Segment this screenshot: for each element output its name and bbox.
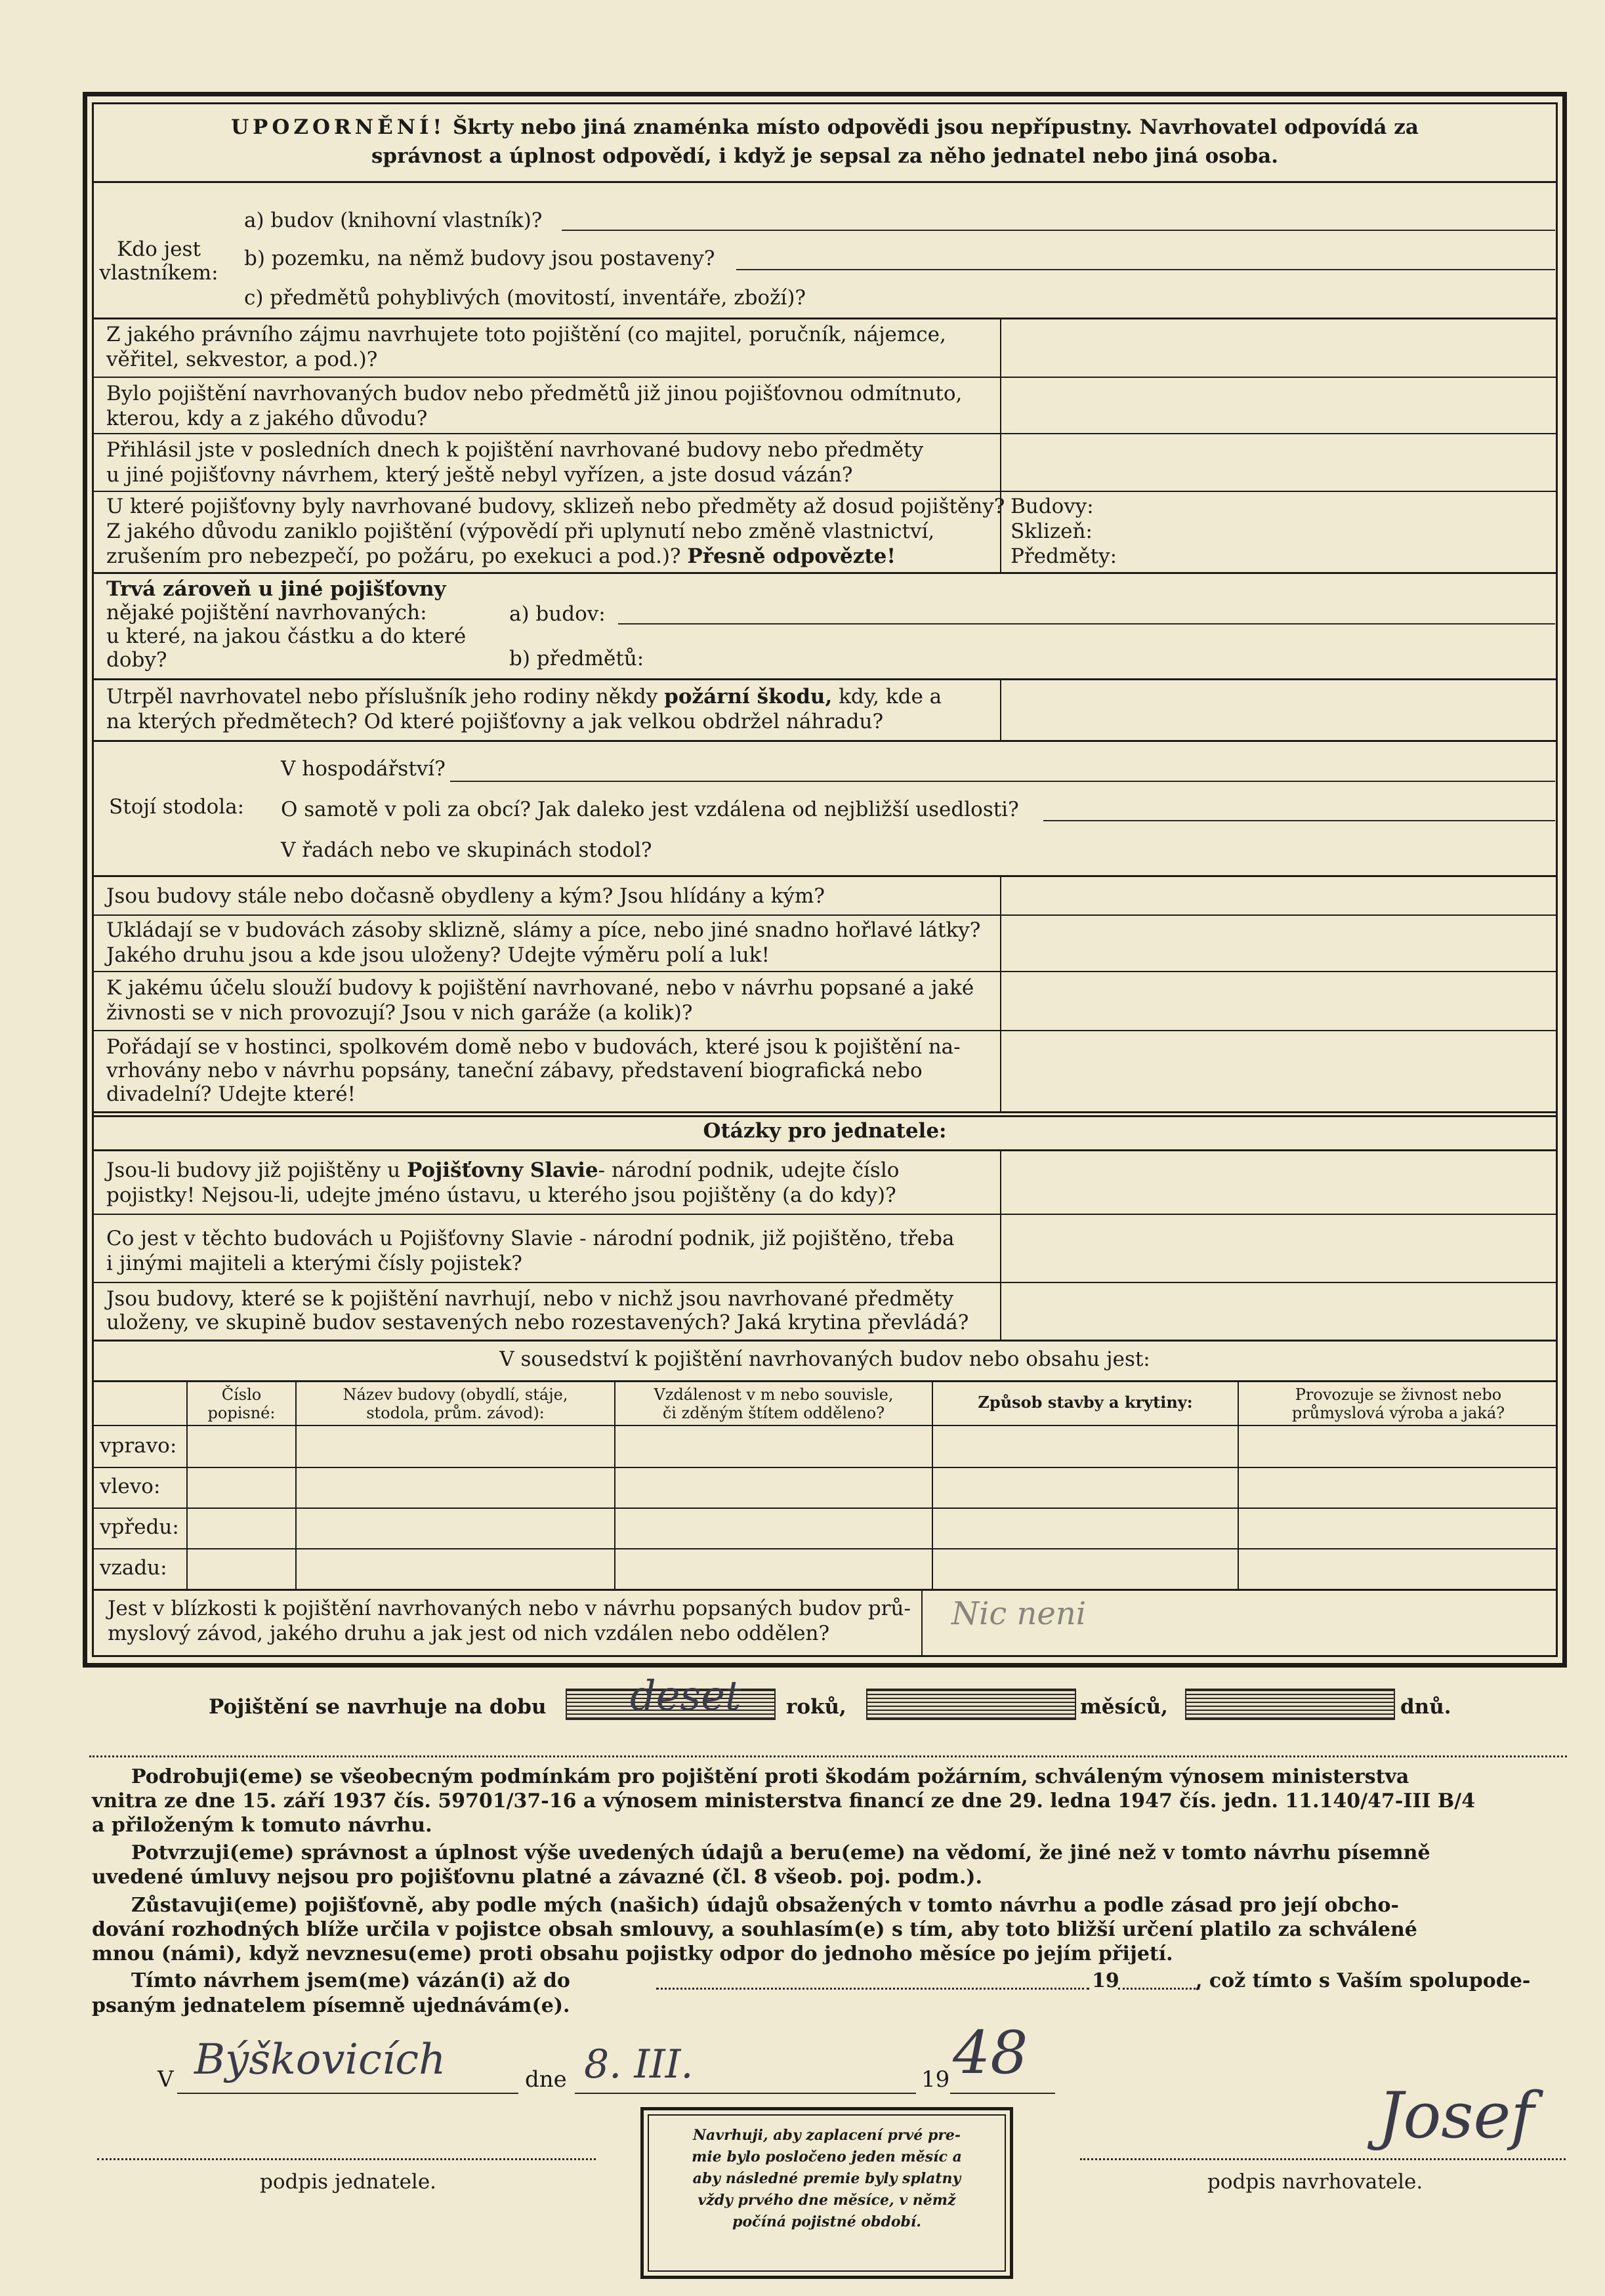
duration-years-handwritten: deset	[630, 1671, 741, 1719]
owner-b-answer-line[interactable]	[736, 269, 1555, 270]
concurrent-items-label: b) předmětů:	[509, 647, 644, 670]
applicant-signature-label: podpis navrhovatele.	[1207, 2170, 1423, 2194]
question-storage-2: Jakého druhu jsou a kde jsou uloženy? Udejte výměru polí a luk!	[106, 943, 770, 967]
question-refused-2: kterou, kdy a z jakého důvodu?	[106, 407, 428, 430]
divider	[92, 491, 1558, 492]
agent-question-insurer-name: Pojišťovny Slavie	[406, 1158, 598, 1182]
premium-deferral-note: Navrhuji, aby zaplacení prvé pre- mie bylo posločeno jeden měsíc a aby následné premie byly splatny vždy prvého dne měsíce, v němž počíná pojistné období.	[648, 2114, 1006, 2272]
neighbors-row-left: vlevo:	[100, 1475, 161, 1498]
agent-question-insured-2: pojistky! Nejsou-li, udejte jméno ústavu, u kterého jsou pojištěny (a do kdy)?	[106, 1183, 896, 1207]
concurrent-buildings-label: a) budov:	[509, 602, 606, 626]
header-text: či zděným štítem odděleno?	[662, 1404, 885, 1422]
question-purpose-1: K jakému účelu slouží budovy k pojištění navrhované, nebo v návrhu popsané a jaké	[106, 976, 974, 1000]
warning-line-2: správnost a úplnost odpovědí, i když je sepsal za něho jednatel nebo jiná osoba.	[371, 144, 1279, 168]
neighbors-row-divider	[92, 1548, 1558, 1549]
answer-column-divider	[1000, 318, 1001, 572]
divider	[92, 971, 1558, 972]
neighbors-header-building	[297, 1385, 614, 1422]
year-field[interactable]	[950, 2093, 1055, 2094]
declaration-conditions-1: Podrobuji(eme) se všeobecným podmínkám pro pojištění proti škodám požárním, schváleným výnosem ministerstva	[131, 1765, 1409, 1788]
question-pending-1: Přihlásil jste v posledních dnech k pojištění navrhované budovy nebo předměty	[106, 438, 924, 462]
question-concurrent-2: nějaké pojištění navrhovaných:	[106, 601, 427, 625]
agent-questions-heading: Otázky pro jednatele:	[703, 1119, 947, 1143]
question-previous-3	[106, 543, 896, 569]
divider	[92, 1214, 1558, 1215]
neighbors-header-bottom	[92, 1425, 1558, 1426]
owner-label-1: Kdo jest	[117, 237, 201, 261]
bound-until-date-field[interactable]	[656, 1988, 1089, 1990]
warning-heading: UPOZORNĚNÍ!	[231, 115, 446, 139]
declaration-conditions-2: vnitra ze dne 15. září 1937 čís. 59701/37-16 a výnosem ministerstva financí ze dne 29. ledna 1947 čís. jedn. 11.140/47-III B/4	[92, 1790, 1476, 1813]
header-text: Vzdálenost v m nebo souvisle,	[654, 1385, 894, 1404]
declaration-bound-until: Tímto návrhem jsem(me) vázán(i) až do	[131, 1969, 570, 1992]
barn-option-farm: V hospodářství?	[281, 757, 446, 781]
divider	[92, 433, 1558, 434]
place-field[interactable]	[177, 2093, 518, 2094]
duration-months-field[interactable]	[866, 1689, 1076, 1720]
question-events-2: vrhovány nebo v návrhu popsány, taneční zábavy, představení biografická nebo	[106, 1059, 923, 1082]
agent-question-other-owners-1: Co jest v těchto budovách u Pojišťovny Slavie - národní podnik, již pojištěno, třeba	[106, 1227, 955, 1250]
agent-question-other-owners-2: i jinými majiteli a kterými čísly pojistek?	[106, 1252, 522, 1275]
question-concurrent-3: u které, na jakou částku a do které	[106, 625, 467, 648]
neighbors-header-industry	[1239, 1385, 1558, 1422]
declaration-bound-continuation: , což tímto s Vaším spolupode-	[1196, 1969, 1531, 1992]
divider	[92, 318, 1558, 319]
declaration-determination-3: mnou (námi), když nevznesu(eme) proti obsahu pojistky odpor do jednoho měsíce po jejím přijetí.	[92, 1942, 1173, 1965]
divider	[92, 914, 1558, 916]
divider	[92, 1030, 1558, 1031]
concurrent-buildings-answer-line[interactable]	[618, 623, 1555, 625]
agent-question-insured-1a: Jsou-li budovy již pojištěny u	[106, 1158, 401, 1182]
barn-farm-answer-line[interactable]	[450, 781, 1555, 782]
answer-column-divider	[1000, 678, 1001, 740]
answer-column-divider	[1000, 1149, 1001, 1340]
neighbors-row-right: vpravo:	[100, 1434, 177, 1458]
dotted-separator	[89, 1755, 1567, 1757]
question-occupied: Jsou budovy stále nebo dočasně obydleny a kým? Jsou hlídány a kým?	[106, 884, 825, 908]
year-prefix: 19	[921, 2066, 950, 2093]
duration-years-label: roků,	[786, 1695, 846, 1719]
owner-c: c) předmětů pohyblivých (movitostí, inventáře, zboží)?	[244, 286, 806, 310]
question-fire-damage-1a: Utrpěl navrhovatel nebo příslušník jeho rodiny někdy	[106, 685, 658, 708]
declaration-determination-1: Zůstavuji(eme) pojišťovně, aby podle mých (našich) údajů obsažených v tomto návrhu a podle zásad pro její obcho-	[131, 1894, 1399, 1917]
question-industry-nearby-2: myslový závod, jakého druhu a jak jest od nich vzdálen nebo oddělen?	[108, 1622, 830, 1645]
owner-label	[93, 237, 224, 285]
neighbors-header-distance	[615, 1385, 932, 1422]
owner-b: b) pozemku, na němž budovy jsou postaveny?	[244, 247, 715, 270]
header-text: Název budovy (obydlí, stáje,	[343, 1385, 568, 1404]
warning-text-1: Škrty nebo jiná znaménka místo odpovědi jsou nepřípustny. Navrhovatel odpovídá za	[452, 115, 1419, 139]
owner-label-2: vlastníkem:	[99, 261, 219, 285]
declaration-confirmation-1: Potvrzuji(eme) správnost a úplnost výše uvedených údajů a beru(eme) na vědomí, že jiné než v tomto návrhu písemně	[131, 1841, 1430, 1864]
neighbors-header-number	[188, 1385, 295, 1422]
neighbors-row-divider	[92, 1507, 1558, 1509]
divider	[92, 1111, 1558, 1113]
previous-harvest-label: Sklizeň:	[1011, 520, 1093, 543]
applicant-signature: Josef	[1378, 2079, 1534, 2152]
declaration-confirmation-2: uvedené úmluvy nejsou pro pojišťovnu platné a závazné (čl. 8 všeob. poj. podm.).	[92, 1866, 982, 1889]
previous-items-label: Předměty:	[1011, 544, 1117, 568]
date-handwritten: 8. III.	[584, 2041, 694, 2087]
premium-deferral-note-box	[640, 2107, 1013, 2279]
question-previous-2: Z jakého důvodu zaniklo pojištění (výpovědí při uplynutí nebo změně vlastnictví,	[106, 520, 935, 543]
answer-column-divider	[1000, 875, 1001, 1111]
declaration-confirmation	[92, 1841, 1558, 1889]
divider	[92, 181, 1558, 183]
divider	[92, 1149, 1558, 1151]
divider	[92, 678, 1558, 680]
neighbors-title: V sousedství k pojištění navrhovaných budov nebo obsahu jest:	[499, 1347, 1150, 1371]
header-text: stodola, prům. závod):	[366, 1404, 545, 1422]
neighbors-row-divider	[92, 1467, 1558, 1468]
applicant-signature-line[interactable]	[1080, 2158, 1566, 2160]
divider	[92, 1340, 1558, 1342]
question-fire-damage-2: na kterých předmětech? Od které pojišťovny a jak velkou obdržel náhradu?	[106, 710, 884, 733]
date-field[interactable]	[575, 2093, 916, 2094]
question-events-3: divadelní? Udejte které!	[106, 1082, 356, 1106]
industry-answer-divider	[921, 1589, 923, 1657]
question-pending-2: u jiné pojišťovny návrhem, který ještě nebyl vyřízen, a jste dosud vázán?	[106, 463, 853, 487]
question-storage-1: Ukládají se v budovách zásoby sklizně, slámy a píce, nebo jiné snadno hořlavé látky?	[106, 918, 981, 942]
owner-a: a) budov (knihovní vlastník)?	[244, 209, 543, 232]
question-fire-damage-emphasis: požární škodu,	[664, 685, 833, 708]
divider	[92, 572, 1558, 574]
agent-signature-line[interactable]	[97, 2158, 596, 2160]
industry-handwritten-answer: Nic neni	[951, 1595, 1087, 1632]
agent-question-insured-1b: - národní podnik, udejte číslo	[598, 1158, 900, 1182]
declaration-determination	[92, 1893, 1558, 1966]
question-events-1: Pořádají se v hostinci, spolkovém domě nebo v budovách, které jsou k pojištění na-	[106, 1035, 961, 1059]
duration-days-field[interactable]	[1185, 1689, 1395, 1720]
place-prefix: V	[157, 2066, 174, 2093]
barn-label: Stojí stodola:	[109, 795, 245, 819]
previous-buildings-label: Budovy:	[1011, 495, 1094, 518]
neighbors-header-construction	[933, 1393, 1238, 1412]
neighbors-row-front: vpředu:	[100, 1515, 179, 1539]
barn-option-isolated: O samotě v poli za obcí? Jak daleko jest vzdálena od nejbližší usedlosti?	[281, 798, 1019, 821]
declaration-conditions	[92, 1765, 1558, 1837]
header-text: popisné:	[207, 1404, 276, 1422]
declaration-determination-2: dování rozhodných blíže určila v pojistce obsah smlouvy, a souhlasím(e) s tím, aby toto bližší určení platilo za schválené	[92, 1918, 1417, 1941]
question-industry-nearby-1: Jest v blízkosti k pojištění navrhovaných nebo v návrhu popsaných budov prů-	[108, 1597, 911, 1620]
divider	[92, 377, 1558, 378]
question-previous-emphasis: Přesně odpovězte!	[687, 544, 896, 568]
bound-until-year-field[interactable]	[1118, 1988, 1199, 1990]
divider	[92, 875, 1558, 877]
divider	[92, 1115, 1558, 1117]
question-concurrent-1: Trvá zároveň u jiné pojišťovny	[106, 577, 446, 601]
divider	[92, 740, 1558, 742]
neighbors-row-back: vzadu:	[100, 1556, 167, 1580]
question-purpose-2: živnosti se v nich provozují? Jsou v nich garáže (a kolik)?	[106, 1001, 693, 1025]
header-text: Číslo	[221, 1385, 262, 1404]
agent-signature-label: podpis jednatele.	[260, 2170, 437, 2194]
question-concurrent-4: doby?	[106, 648, 167, 672]
header-text: Způsob stavby a krytiny:	[978, 1393, 1193, 1412]
declaration-conditions-3: a přiloženým k tomuto návrhu.	[92, 1814, 432, 1837]
agent-question-insured-1	[106, 1157, 899, 1183]
question-previous-3-text: zrušením pro nebezpečí, po požáru, po exekuci a pod.)?	[106, 544, 681, 568]
header-text: Provozuje se živnost nebo	[1295, 1385, 1502, 1404]
duration-months-label: měsíců,	[1080, 1695, 1168, 1719]
agent-question-group-2: uloženy, ve skupině budov sestavených nebo rozestavených? Jaká krytina převládá?	[106, 1311, 969, 1334]
divider	[92, 1282, 1558, 1283]
neighbors-table-top	[92, 1380, 1558, 1382]
question-legal-interest-1: Z jakého právního zájmu navrhujete toto pojištění (co majitel, poručník, nájemce,	[106, 323, 946, 346]
barn-isolated-answer-line[interactable]	[1043, 820, 1555, 821]
question-refused-1: Bylo pojištění navrhovaných budov nebo předmětů již jinou pojišťovnou odmítnuto,	[106, 382, 963, 405]
date-prefix: dne	[525, 2066, 567, 2093]
warning-line-1	[98, 114, 1551, 140]
question-fire-damage-1	[106, 684, 942, 710]
year-handwritten: 48	[953, 2019, 1028, 2087]
neighbors-table-bottom	[92, 1589, 1558, 1591]
bound-until-century: 19	[1092, 1969, 1119, 1992]
question-previous-1: U které pojišťovny byly navrhované budovy, sklizeň nebo předměty až dosud pojištěny?	[106, 495, 1005, 518]
owner-a-answer-line[interactable]	[562, 230, 1555, 231]
agent-question-group-1: Jsou budovy, které se k pojištění navrhují, nebo v nichž jsou navrhované předměty	[106, 1287, 954, 1311]
declaration-bound-line-2: psaným jednatelem písemně ujednávám(e).	[92, 1994, 570, 2017]
question-legal-interest-2: věřitel, sekvestor, a pod.)?	[106, 348, 378, 371]
place-handwritten: Býškovicích	[194, 2036, 446, 2084]
barn-option-rows: V řadách nebo ve skupinách stodol?	[281, 838, 652, 862]
header-text: průmyslová výroba a jaká?	[1291, 1404, 1505, 1422]
duration-label: Pojištění se navrhuje na dobu	[209, 1695, 547, 1719]
question-fire-damage-1b: kdy, kde a	[839, 685, 942, 708]
duration-days-label: dnů.	[1400, 1695, 1451, 1719]
